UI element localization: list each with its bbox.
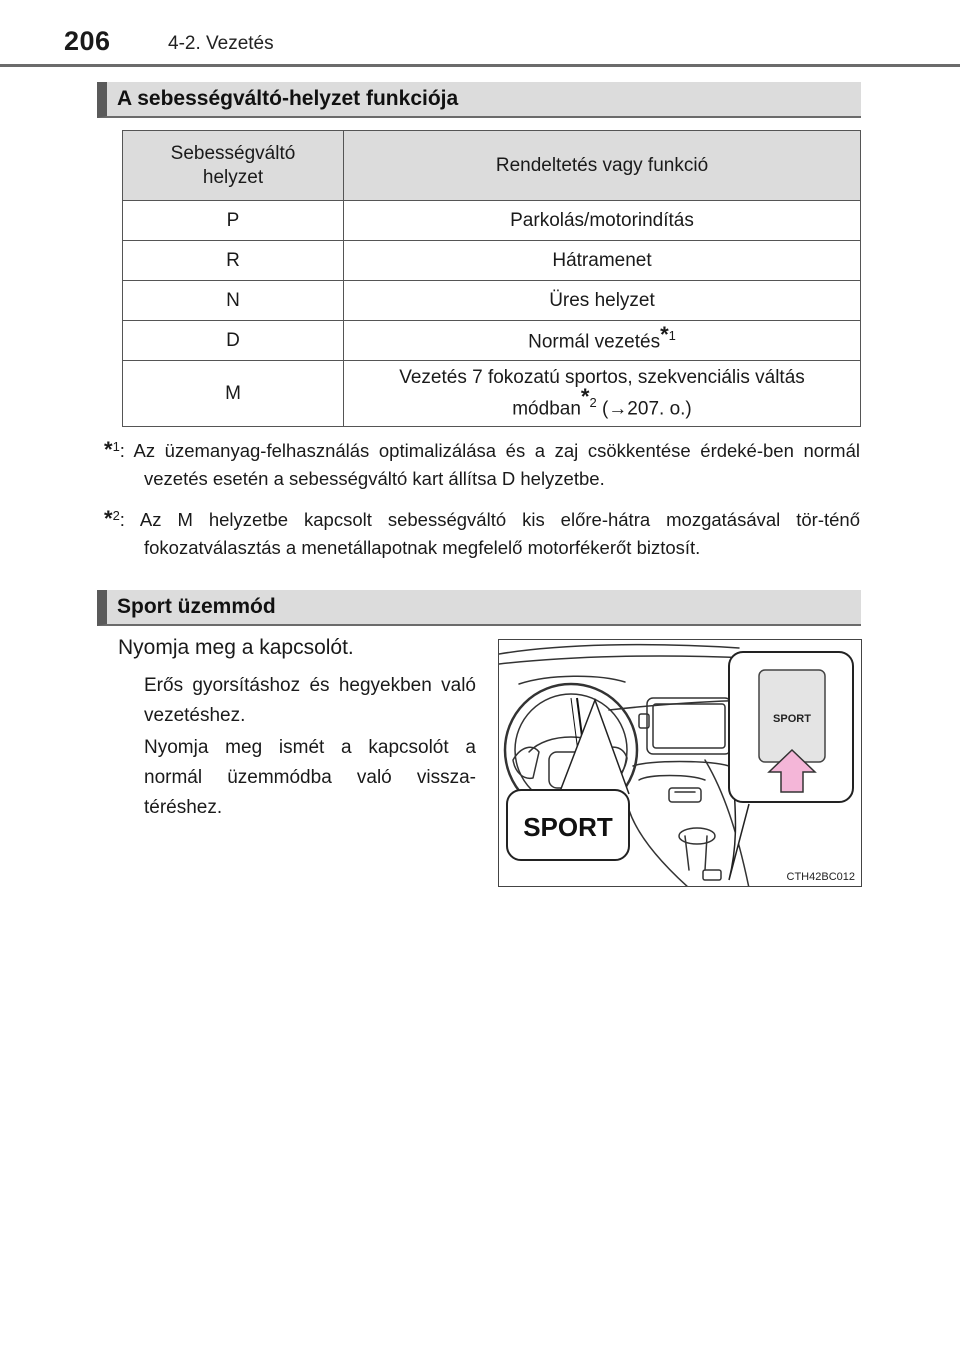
function-cell: Üres helyzet xyxy=(344,281,861,321)
position-cell: M xyxy=(123,361,344,427)
table-header-function: Rendeltetés vagy funkció xyxy=(344,131,861,201)
header-divider xyxy=(0,64,960,67)
page-header xyxy=(64,26,960,66)
footnote-marker: * xyxy=(660,321,669,347)
sport-button-label: SPORT xyxy=(773,713,811,725)
section-heading-sport-mode xyxy=(97,590,861,626)
function-cell: Parkolás/motorindítás xyxy=(344,201,861,241)
table-header-row xyxy=(123,131,861,201)
position-cell: P xyxy=(123,201,344,241)
gear-position-table xyxy=(122,130,861,427)
zoom-pointer xyxy=(559,700,629,794)
sport-switch-illustration xyxy=(498,639,862,887)
table-row xyxy=(123,321,861,361)
table-row xyxy=(123,201,861,241)
table-row xyxy=(123,241,861,281)
section-title: Sport üzemmód xyxy=(117,595,276,618)
table-header-position: Sebességváltó helyzet xyxy=(123,131,344,201)
section-heading-gear-function xyxy=(97,82,861,118)
sport-label-large: SPORT xyxy=(523,812,613,842)
page-reference: (→207. o.) xyxy=(601,398,692,420)
footnote-1: *$^1$: Az üzemanyag-felhasználás optimalizálása és a zaj csökkentése érdeké-ben normál vezetés esetén a sebességváltó kart állítsa D helyzetbe. xyxy=(104,437,860,489)
instruction-text: Nyomja meg a kapcsolót. xyxy=(118,636,354,659)
position-cell: N xyxy=(123,281,344,321)
position-cell: D xyxy=(123,321,344,361)
page-number: 206 xyxy=(64,26,111,56)
footnote-marker: * xyxy=(580,384,590,410)
chapter-title: 4-2. Vezetés xyxy=(168,33,274,54)
description-text: Nyomja meg ismét a kapcsolót a normál üzemmódba való vissza-téréshez. xyxy=(144,737,476,818)
function-cell: Vezetés 7 fokozatú sportos, szekvenciális váltás módban*$^2$ (→207. o.) xyxy=(344,361,861,427)
table-row xyxy=(123,281,861,321)
section-title: A sebességváltó-helyzet funkciója xyxy=(117,87,459,110)
position-cell: R xyxy=(123,241,344,281)
description-text: Erős gyorsításhoz és hegyekben való vezetéshez. xyxy=(144,675,476,726)
figure-code: CTH42BC012 xyxy=(786,871,855,883)
footnote-2: *$^2$: Az M helyzetbe kapcsolt sebességváltó kis előre-hátra mozgatásával tör-ténő fokozatválasztás a menetállapotnak megfelelő motorfékerőt biztosít. xyxy=(104,506,860,558)
function-cell: Hátramenet xyxy=(344,241,861,281)
table-row xyxy=(123,361,861,427)
function-cell: Normál vezetés*$^1$ xyxy=(344,321,861,361)
dashboard-drawing xyxy=(499,640,862,887)
